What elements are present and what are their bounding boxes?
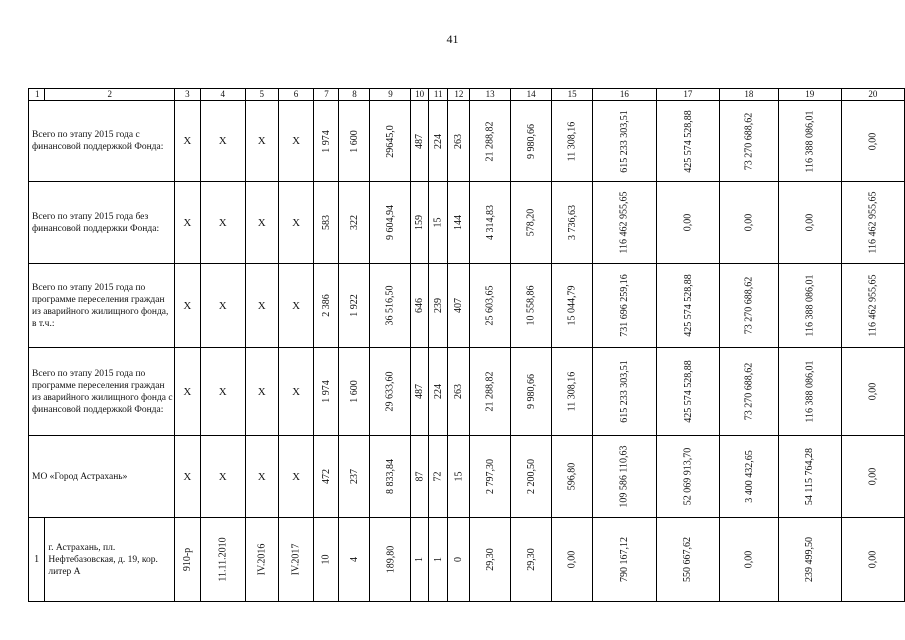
cell-col-18-text: 0,00	[743, 550, 755, 569]
cell-col-9-text: 36 516,50	[384, 285, 396, 326]
cell-col-11	[428, 436, 448, 518]
cell-col-14	[511, 264, 552, 348]
cell-col-7	[314, 182, 339, 264]
cell-col-19-text: 116 388 086,01	[804, 109, 816, 173]
cell-col-15-text: 3 736,63	[566, 205, 578, 240]
cell-col-5-text: IV.2016	[256, 543, 268, 576]
cell-col-18	[720, 348, 779, 436]
cell-col-13-text: 21 288,82	[484, 121, 496, 161]
cell-col-19-text: 116 388 086,01	[804, 360, 816, 423]
cell-col-11-text: 15	[432, 217, 444, 228]
cell-col-10-text: 646	[414, 298, 426, 313]
cell-col-11-text: 224	[432, 384, 444, 399]
cell-col-3-text: 910-р	[181, 547, 193, 572]
cell-col-19-text: 54 115 764,28	[804, 447, 816, 506]
cell-col-12-text: 144	[453, 215, 465, 230]
cell-col-6	[278, 518, 314, 602]
cell-col-15	[552, 348, 593, 436]
cell-col-8	[339, 182, 370, 264]
cell-col-20	[841, 101, 904, 182]
cell-col-8-text: 322	[348, 215, 360, 230]
column-header	[552, 89, 593, 101]
cell-col-12	[448, 348, 470, 436]
column-header-text: 7	[324, 89, 329, 99]
cell-col-20-text: 0,00	[867, 132, 879, 150]
cell-col-10	[411, 101, 428, 182]
row-label	[29, 436, 175, 518]
summary-row	[29, 264, 905, 348]
cell-col-3-text: X	[183, 299, 192, 312]
cell-col-5	[245, 182, 278, 264]
column-header-text: 14	[526, 89, 536, 99]
cell-col-15	[552, 182, 593, 264]
cell-col-20	[841, 518, 904, 602]
cell-col-4-text: X	[218, 299, 227, 312]
cell-col-18	[720, 101, 779, 182]
cell-col-15-text: 0,00	[566, 550, 578, 569]
cell-col-4-text: X	[218, 135, 227, 147]
cell-col-5-text: X	[257, 135, 266, 147]
column-header	[841, 89, 904, 101]
cell-col-14	[511, 348, 552, 436]
cell-col-9	[370, 182, 411, 264]
summary-row	[29, 348, 905, 436]
cell-col-15-text: 11 308,16	[566, 371, 578, 412]
cell-col-17-text: 425 574 528,88	[682, 360, 694, 423]
cell-col-15	[552, 101, 593, 182]
cell-col-10	[411, 518, 428, 602]
column-header-text: 11	[433, 89, 443, 99]
cell-col-4	[200, 264, 245, 348]
cell-col-18-text: 73 270 688,62	[743, 362, 755, 421]
cell-col-13-text: 25 603,65	[484, 285, 496, 326]
cell-col-16-text: 116 462 955,65	[618, 191, 630, 254]
cell-col-8-text: 1 922	[348, 294, 360, 317]
cell-col-14	[511, 101, 552, 182]
cell-col-12-text: 263	[453, 384, 465, 399]
cell-col-20-text: 116 462 955,65	[867, 274, 879, 337]
cell-col-11	[428, 101, 448, 182]
cell-col-8	[339, 436, 370, 518]
cell-col-17	[656, 436, 720, 518]
cell-col-17	[656, 264, 720, 348]
column-header	[45, 89, 175, 101]
cell-col-7	[314, 518, 339, 602]
column-header-text: 9	[388, 89, 393, 99]
column-header-text: 15	[567, 89, 577, 99]
cell-col-9	[370, 264, 411, 348]
cell-col-14-text: 578,20	[525, 208, 537, 237]
cell-col-17-text: 425 574 528,88	[682, 109, 694, 173]
cell-col-18-text: 73 270 688,62	[743, 276, 755, 335]
object-row	[29, 518, 905, 602]
cell-col-11-text: 239	[432, 298, 444, 313]
cell-col-4	[200, 348, 245, 436]
cell-col-14-text: 10 558,86	[525, 285, 537, 326]
cell-col-3-text: X	[183, 470, 192, 483]
cell-col-6-text: X	[292, 216, 301, 229]
cell-col-11	[428, 264, 448, 348]
cell-col-6	[278, 264, 314, 348]
cell-col-13	[470, 101, 511, 182]
cell-col-12-text: 0	[453, 557, 465, 562]
cell-col-3-text: X	[183, 135, 192, 147]
cell-col-17-text: 425 574 528,88	[682, 274, 694, 337]
column-header-text: 3	[185, 89, 190, 99]
cell-col-11	[428, 518, 448, 602]
cell-col-5-text: X	[257, 470, 266, 483]
cell-col-19	[778, 348, 841, 436]
cell-col-13	[470, 518, 511, 602]
summary-row	[29, 182, 905, 264]
column-header	[175, 89, 201, 101]
row-label-text: МО «Город Астрахань»	[32, 471, 128, 482]
cell-col-20-text: 0,00	[867, 467, 879, 486]
column-header-text: 12	[454, 89, 464, 99]
cell-col-12	[448, 436, 470, 518]
cell-col-16	[593, 348, 657, 436]
summary-row	[29, 436, 905, 518]
cell-col-20	[841, 436, 904, 518]
cell-col-4-text: X	[218, 216, 227, 229]
cell-col-6	[278, 348, 314, 436]
cell-col-8	[339, 264, 370, 348]
cell-col-5	[245, 518, 278, 602]
cell-col-17-text: 0,00	[682, 213, 694, 232]
cell-col-13-text: 2 797,30	[484, 459, 496, 494]
object-address-text: г. Астрахань, пл. Нефтебазовская, д. 19, кор. литер А	[48, 542, 158, 577]
cell-col-14-text: 2 200,50	[525, 459, 537, 494]
cell-col-4-text: 11.11.2010	[217, 537, 229, 582]
cell-col-16	[593, 182, 657, 264]
page-number: 41	[446, 32, 459, 46]
cell-col-15	[552, 436, 593, 518]
object-address	[45, 518, 175, 602]
cell-col-9	[370, 348, 411, 436]
cell-col-10-text: 87	[414, 471, 426, 482]
column-header	[278, 89, 314, 101]
cell-col-14	[511, 436, 552, 518]
cell-col-17	[656, 101, 720, 182]
cell-col-19-text: 116 388 086,01	[804, 274, 816, 337]
cell-col-18-text: 73 270 688,62	[743, 112, 755, 170]
column-header	[720, 89, 779, 101]
cell-col-7	[314, 348, 339, 436]
row-number-text: 1	[34, 554, 40, 565]
cell-col-9-text: 9 604,94	[384, 205, 396, 240]
cell-col-14	[511, 518, 552, 602]
row-label-text: Всего по этапу 2015 года без финансовой поддержки Фонда:	[32, 211, 160, 234]
cell-col-4-text: X	[218, 470, 227, 483]
column-number-row	[29, 89, 905, 101]
cell-col-5	[245, 348, 278, 436]
column-header	[511, 89, 552, 101]
cell-col-20	[841, 264, 904, 348]
cell-col-4	[200, 518, 245, 602]
row-label-text: Всего по этапу 2015 года по программе переселения граждан из аварийного жилищного фонда, в т.ч.:	[32, 282, 169, 329]
row-label	[29, 101, 175, 182]
cell-col-6-text: X	[292, 299, 301, 312]
cell-col-7	[314, 436, 339, 518]
cell-col-13-text: 29,30	[484, 548, 496, 571]
cell-col-11-text: 224	[432, 133, 444, 149]
cell-col-13	[470, 264, 511, 348]
row-label	[29, 348, 175, 436]
cell-col-18	[720, 436, 779, 518]
cell-col-17-text: 52 069 913,70	[682, 447, 694, 506]
cell-col-8-text: 1 600	[348, 380, 360, 403]
column-header	[411, 89, 428, 101]
cell-col-9-text: 8 833,84	[384, 459, 396, 494]
column-header	[245, 89, 278, 101]
column-header-text: 4	[220, 89, 225, 99]
cell-col-12	[448, 182, 470, 264]
cell-col-8	[339, 518, 370, 602]
cell-col-12	[448, 264, 470, 348]
cell-col-3	[175, 182, 201, 264]
cell-col-7-text: 10	[320, 554, 332, 565]
cell-col-16-text: 615 233 303,51	[618, 109, 630, 173]
cell-col-6-text: X	[292, 470, 301, 483]
column-header-text: 10	[415, 89, 425, 99]
cell-col-3	[175, 101, 201, 182]
cell-col-12-text: 15	[453, 471, 465, 482]
cell-col-10-text: 487	[414, 133, 426, 149]
cell-col-15	[552, 518, 593, 602]
cell-col-11	[428, 182, 448, 264]
cell-col-3	[175, 436, 201, 518]
cell-col-3-text: X	[183, 385, 192, 398]
cell-col-19	[778, 101, 841, 182]
cell-col-8	[339, 348, 370, 436]
cell-col-8-text: 4	[348, 557, 360, 562]
cell-col-16-text: 790 167,12	[618, 537, 630, 582]
cell-col-13	[470, 436, 511, 518]
cell-col-7-text: 583	[320, 215, 332, 230]
cell-col-6	[278, 182, 314, 264]
cell-col-5-text: X	[257, 385, 266, 398]
cell-col-16	[593, 101, 657, 182]
column-header	[370, 89, 411, 101]
cell-col-6-text: IV.2017	[290, 543, 302, 576]
cell-col-9-text: 189,80	[384, 545, 396, 574]
cell-col-15-text: 15 044,79	[566, 285, 578, 326]
cell-col-9-text: 29 633,60	[384, 371, 396, 412]
cell-col-10-text: 1	[414, 557, 426, 562]
cell-col-19-text: 239 499,50	[804, 537, 816, 582]
cell-col-7-text: 1 974	[320, 380, 332, 403]
cell-col-9-text: 29645,0	[384, 124, 396, 158]
cell-col-19-text: 0,00	[804, 213, 816, 232]
cell-col-10	[411, 436, 428, 518]
column-header	[29, 89, 45, 101]
cell-col-18	[720, 182, 779, 264]
column-header-text: 19	[805, 89, 815, 99]
cell-col-4	[200, 436, 245, 518]
cell-col-15	[552, 264, 593, 348]
cell-col-4	[200, 182, 245, 264]
column-header-text: 16	[619, 89, 629, 99]
cell-col-9	[370, 101, 411, 182]
cell-col-3	[175, 264, 201, 348]
cell-col-7-text: 1 974	[320, 129, 332, 153]
row-label-text: Всего по этапу 2015 года по программе переселения граждан из аварийного жилищного фонда с финансовой поддержкой Фонда:	[32, 368, 173, 415]
row-label	[29, 182, 175, 264]
cell-col-16-text: 615 233 303,51	[618, 360, 630, 423]
column-header-text: 8	[352, 89, 357, 99]
cell-col-13-text: 4 314,83	[484, 205, 496, 240]
cell-col-9	[370, 436, 411, 518]
cell-col-5	[245, 101, 278, 182]
cell-col-10-text: 159	[414, 215, 426, 230]
column-header	[593, 89, 657, 101]
cell-col-10	[411, 264, 428, 348]
cell-col-16	[593, 436, 657, 518]
cell-col-17	[656, 518, 720, 602]
column-header	[448, 89, 470, 101]
column-header-text: 1	[35, 89, 40, 99]
column-header-text: 13	[485, 89, 495, 99]
column-header-text: 17	[683, 89, 693, 99]
column-header	[339, 89, 370, 101]
cell-col-4	[200, 101, 245, 182]
cell-col-3	[175, 518, 201, 602]
row-label-text: Всего по этапу 2015 года с финансовой поддержкой Фонда:	[32, 130, 164, 152]
cell-col-16	[593, 518, 657, 602]
cell-col-8	[339, 101, 370, 182]
cell-col-10-text: 487	[414, 384, 426, 399]
cell-col-5	[245, 264, 278, 348]
column-header	[778, 89, 841, 101]
cell-col-18	[720, 264, 779, 348]
cell-col-12	[448, 518, 470, 602]
column-header-text: 20	[868, 89, 878, 99]
cell-col-11-text: 72	[432, 471, 444, 482]
cell-col-14	[511, 182, 552, 264]
cell-col-10	[411, 182, 428, 264]
row-label	[29, 264, 175, 348]
cell-col-19	[778, 518, 841, 602]
column-header	[200, 89, 245, 101]
cell-col-20-text: 116 462 955,65	[867, 191, 879, 254]
cell-col-7-text: 2 386	[320, 294, 332, 317]
cell-col-5-text: X	[257, 216, 266, 229]
column-header-text: 6	[293, 89, 299, 99]
cell-col-14-text: 9 980,66	[525, 374, 537, 409]
cell-col-14-text: 9 980,66	[525, 123, 537, 159]
column-header-text: 5	[259, 89, 264, 99]
column-header-text: 18	[744, 89, 754, 99]
cell-col-13	[470, 182, 511, 264]
cell-col-6-text: X	[292, 385, 301, 398]
cell-col-9	[370, 518, 411, 602]
cell-col-16-text: 731 696 259,16	[618, 274, 630, 337]
cell-col-12-text: 407	[453, 298, 465, 313]
cell-col-6	[278, 101, 314, 182]
cell-col-19	[778, 182, 841, 264]
cell-col-15-text: 596,80	[566, 462, 578, 491]
summary-row	[29, 101, 905, 182]
cell-col-7-text: 472	[320, 469, 332, 484]
cell-col-18-text: 0,00	[743, 213, 755, 232]
cell-col-11-text: 1	[432, 557, 444, 562]
cell-col-20-text: 0,00	[867, 382, 879, 401]
cell-col-15-text: 11 308,16	[566, 121, 578, 161]
cell-col-6	[278, 436, 314, 518]
cell-col-11	[428, 348, 448, 436]
cell-col-18-text: 3 400 432,65	[743, 450, 755, 503]
cell-col-18	[720, 518, 779, 602]
cell-col-19	[778, 264, 841, 348]
cell-col-3	[175, 348, 201, 436]
cell-col-10	[411, 348, 428, 436]
cell-col-5-text: X	[257, 299, 266, 312]
cell-col-20	[841, 182, 904, 264]
column-header	[470, 89, 511, 101]
column-header	[428, 89, 448, 101]
cell-col-8-text: 1 600	[348, 129, 360, 153]
cell-col-8-text: 237	[348, 469, 360, 484]
cell-col-13-text: 21 288,82	[484, 371, 496, 412]
cell-col-14-text: 29,30	[525, 548, 537, 571]
cell-col-5	[245, 436, 278, 518]
cell-col-7	[314, 264, 339, 348]
cell-col-20	[841, 348, 904, 436]
cell-col-19	[778, 436, 841, 518]
cell-col-20-text: 0,00	[867, 550, 879, 569]
row-number	[29, 518, 45, 602]
cell-col-12-text: 263	[453, 133, 465, 149]
cell-col-6-text: X	[292, 135, 301, 147]
cell-col-16-text: 109 586 110,63	[618, 445, 630, 508]
cell-col-17	[656, 182, 720, 264]
cell-col-3-text: X	[183, 216, 192, 229]
cell-col-17-text: 550 667,62	[682, 537, 694, 582]
cell-col-4-text: X	[218, 385, 227, 398]
column-header	[656, 89, 720, 101]
cell-col-13	[470, 348, 511, 436]
resettlement-table	[28, 88, 905, 602]
cell-col-7	[314, 101, 339, 182]
column-header	[314, 89, 339, 101]
cell-col-12	[448, 101, 470, 182]
cell-col-17	[656, 348, 720, 436]
column-header-text: 2	[107, 89, 112, 99]
cell-col-16	[593, 264, 657, 348]
